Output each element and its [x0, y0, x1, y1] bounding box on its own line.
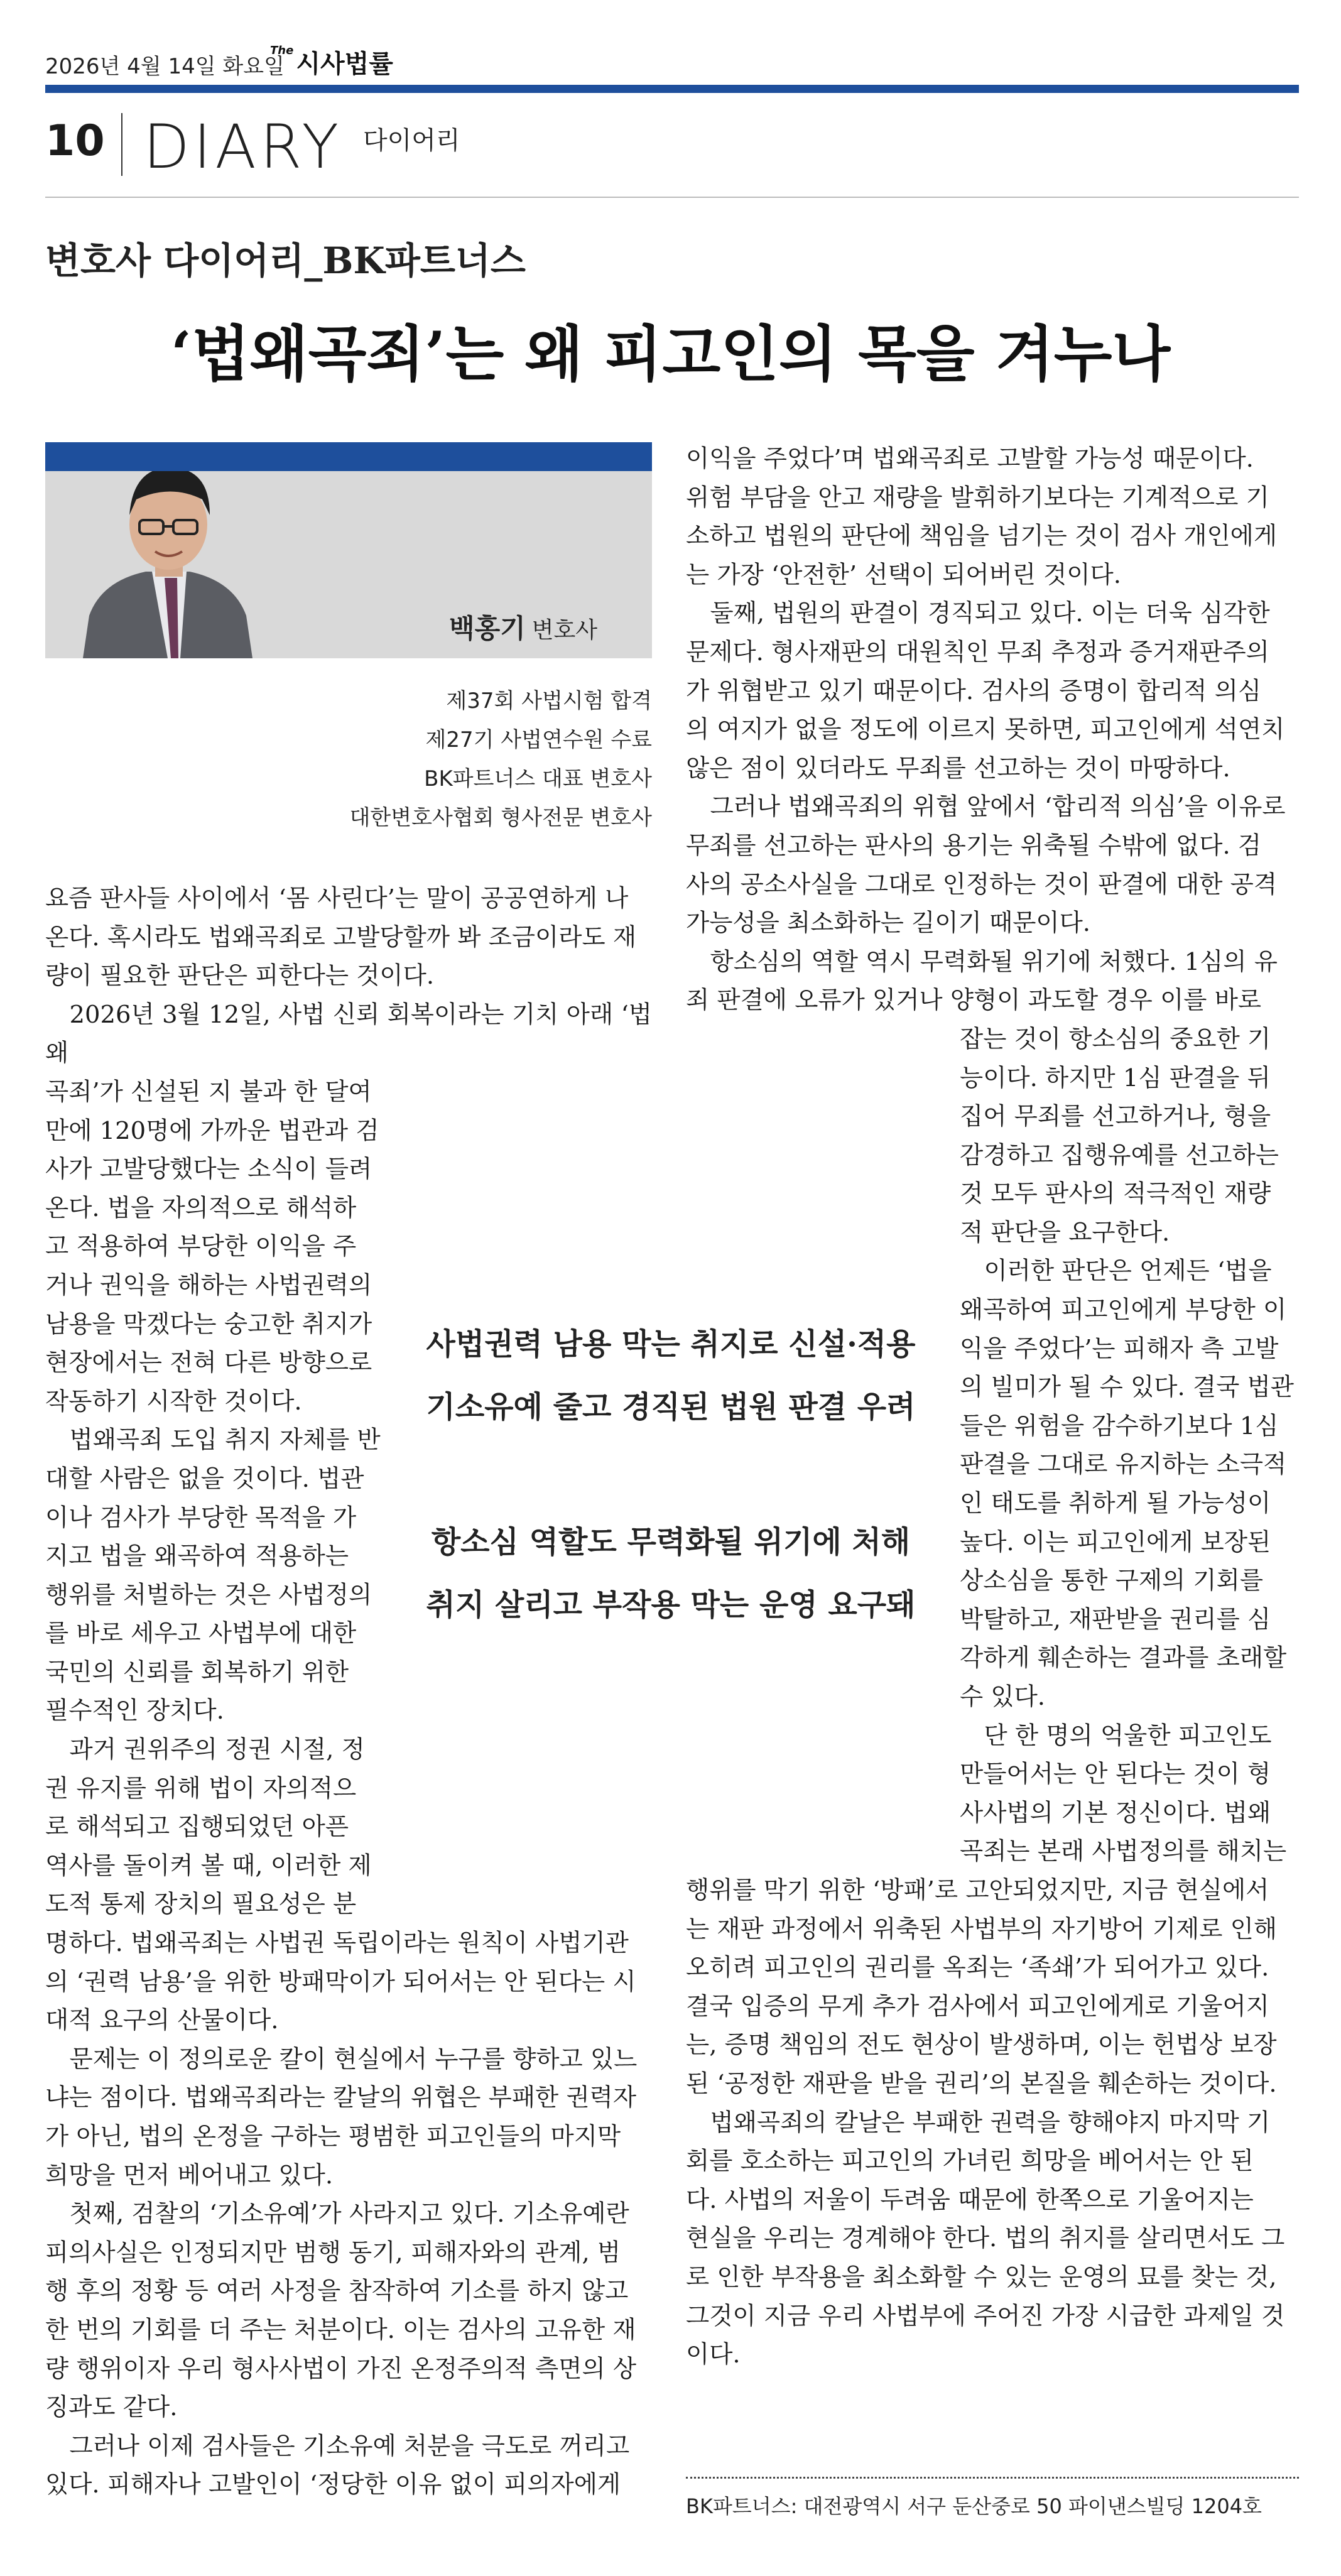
- section-divider: [121, 113, 122, 176]
- body-line: 2026년 3월 12일, 사법 신뢰 회복이라는 기치 아래 ‘법왜: [45, 1000, 652, 1068]
- body-line: 요즘 판사들 사이에서 ‘몸 사린다’는 말이 공공연하게 나: [45, 884, 629, 913]
- body-line: 작동하기 시작한 것이다.: [45, 1387, 302, 1416]
- author-credentials: [45, 682, 652, 837]
- body-line: 문제는 이 정의로운 칼이 현실에서 누구를 향하고 있느: [69, 2045, 638, 2073]
- body-line: 능이다. 하지만 1심 판결을 뒤: [960, 1063, 1271, 1092]
- body-line: 익을 주었다’는 피해자 측 고발: [960, 1334, 1279, 1363]
- body-line: 이익을 주었다’며 법왜곡죄로 고발할 가능성 때문이다.: [686, 445, 1254, 473]
- body-line: 곡죄는 본래 사법정의를 해치는: [960, 1837, 1287, 1866]
- body-line: 판결을 그대로 유지하는 소극적: [960, 1450, 1287, 1479]
- body-line: 감경하고 집행유예를 선고하는: [960, 1141, 1279, 1170]
- body-line: 높다. 이는 피고인에게 보장된: [960, 1528, 1271, 1557]
- body-line: 만들어서는 안 된다는 것이 형: [960, 1760, 1271, 1789]
- body-line: 는 가장 ‘안전한’ 선택이 되어버린 것이다.: [686, 560, 1121, 589]
- body-line: 량이 필요한 판단은 피한다는 것이다.: [45, 962, 435, 991]
- body-line: 않은 점이 있더라도 무죄를 선고하는 것이 마땅하다.: [686, 754, 1230, 783]
- body-line: 대적 요구의 산물이다.: [45, 2006, 279, 2035]
- section-title-korean: 다이어리: [363, 126, 460, 155]
- body-line: 그것이 지금 우리 사법부에 주어진 가장 시급한 과제일 것: [686, 2302, 1285, 2330]
- credential-line: 제27기 사법연수원 수료: [425, 727, 652, 753]
- body-line: 의 ‘권력 남용’을 위한 방패막이가 되어서는 안 된다는 시: [45, 1967, 636, 1996]
- body-line: 징과도 같다.: [45, 2393, 178, 2422]
- body-line: 사의 공소사실을 그대로 인정하는 것이 판결에 대한 공격: [686, 870, 1278, 899]
- body-line: 명하다. 법왜곡죄는 사법권 독립이라는 원칙이 사법기관: [45, 1929, 629, 1958]
- body-line: 박탈하고, 재판받을 권리를 심: [960, 1605, 1271, 1634]
- body-line: 로 해석되고 집행되었던 아픈: [45, 1813, 349, 1842]
- body-line: 들은 위험을 감수하기보다 1심: [960, 1411, 1279, 1440]
- body-line: 적 판단을 요구한다.: [960, 1218, 1170, 1247]
- body-line: 필수적인 장치다.: [45, 1697, 224, 1725]
- logo-text: 시사법률: [296, 50, 393, 79]
- body-line: 고 적용하여 부당한 이익을 주: [45, 1232, 357, 1261]
- page-number: 10: [45, 116, 105, 166]
- body-line: 이나 검사가 부당한 목적을 가: [45, 1503, 357, 1532]
- body-line: 권 유지를 위해 법이 자의적으: [45, 1774, 357, 1803]
- body-line: 로 인한 부작용을 최소화할 수 있는 운영의 묘를 찾는 것,: [686, 2263, 1277, 2291]
- body-line: 집어 무죄를 선고하거나, 형을: [960, 1102, 1271, 1131]
- author-name: 백홍기: [449, 613, 526, 644]
- body-line: 인 태도를 취하게 될 가능성이: [960, 1489, 1271, 1518]
- section-title: DIARY: [143, 112, 343, 182]
- body-line: 상소심을 통한 구제의 기회를: [960, 1567, 1264, 1595]
- body-line: 현실을 우리는 경계해야 한다. 법의 취지를 살리면서도 그: [686, 2224, 1285, 2253]
- body-line: 무죄를 선고하는 판사의 용기는 위축될 수밖에 없다. 검: [686, 831, 1262, 860]
- body-line: 는, 증명 책임의 전도 현상이 발생하며, 이는 헌법상 보장: [686, 2031, 1277, 2060]
- body-line: 사가 고발당했다는 소식이 들려: [45, 1155, 372, 1184]
- body-line: 법왜곡죄 도입 취지 자체를 반: [69, 1426, 381, 1455]
- body-line: 결국 입증의 무게 추가 검사에서 피고인에게로 기울어지: [686, 1992, 1269, 2021]
- body-line: 행위를 처벌하는 것은 사법정의: [45, 1580, 372, 1609]
- body-line: 행 후의 정황 등 여러 사정을 참작하여 기소를 하지 않고: [45, 2277, 629, 2306]
- body-line: 역사를 돌이켜 볼 때, 이러한 제: [45, 1851, 372, 1880]
- body-line: 의 여지가 없을 정도에 이르지 못하면, 피고인에게 석연치: [686, 715, 1285, 744]
- body-line: 도적 통제 장치의 필요성은 분: [45, 1890, 357, 1919]
- body-line: 의 빌미가 될 수 있다. 결국 법관: [960, 1373, 1294, 1402]
- issue-date: 2026년 4월 14일 화요일: [45, 54, 285, 79]
- body-line: 는 재판 과정에서 위축된 사법부의 자기방어 기제로 인해: [686, 1915, 1278, 1943]
- body-line: 지고 법을 왜곡하여 적용하는: [45, 1542, 349, 1571]
- credential-line: BK파트너스 대표 변호사: [424, 766, 652, 791]
- body-line: 잡는 것이 항소심의 중요한 기: [960, 1024, 1271, 1053]
- body-line: 대할 사람은 없을 것이다. 법관: [45, 1464, 364, 1493]
- pull-quote-2: 기소유예 줄고 경직된 법원 판결 우려: [426, 1389, 916, 1425]
- body-line: 온다. 혹시라도 법왜곡죄로 고발당할까 봐 조금이라도 재: [45, 923, 637, 952]
- article-body-right: [686, 440, 1299, 2374]
- article-body-left: [45, 879, 652, 2504]
- body-line: 거나 권익을 해하는 사법권력의: [45, 1271, 372, 1300]
- body-line: 첫째, 검찰의 ‘기소유예’가 사라지고 있다. 기소유예란: [69, 2200, 629, 2229]
- photo-accent-bar: [45, 442, 652, 471]
- pull-quote-3: 항소심 역할도 무력화될 위기에 처해: [431, 1524, 911, 1560]
- body-line: 것 모두 판사의 적극적인 재량: [960, 1180, 1271, 1209]
- body-line: 죄 판결에 오류가 있거나 양형이 과도할 경우 이를 바로: [686, 986, 1262, 1015]
- masthead-bar: [45, 85, 1299, 93]
- body-line: 위험 부담을 안고 재량을 발휘하기보다는 기계적으로 기: [686, 483, 1269, 512]
- body-line: 이러한 판단은 언제든 ‘법을: [984, 1257, 1272, 1286]
- body-line: 피의사실은 인정되지만 범행 동기, 피해자와의 관계, 범: [45, 2238, 621, 2267]
- body-line: 다. 사법의 저울이 두려움 때문에 한쪽으로 기울어지는: [686, 2185, 1254, 2214]
- body-line: 곡죄’가 신설된 지 불과 한 달여: [45, 1077, 372, 1106]
- body-line: 한 번의 기회를 더 주는 처분이다. 이는 검사의 고유한 재: [45, 2315, 636, 2344]
- body-line: 왜곡하여 피고인에게 부당한 이: [960, 1296, 1287, 1325]
- publication-logo: [270, 44, 393, 80]
- body-line: 이다.: [686, 2340, 741, 2369]
- body-line: 있다. 피해자나 고발인이 ‘정당한 이유 없이 피의자에게: [45, 2470, 621, 2499]
- body-line: 항소심의 역할 역시 무력화될 위기에 처했다. 1심의 유: [710, 947, 1278, 976]
- body-line: 냐는 점이다. 법왜곡죄라는 칼날의 위협은 부패한 권력자: [45, 2084, 637, 2112]
- body-line: 그러나 법왜곡죄의 위협 앞에서 ‘합리적 의심’을 이유로: [710, 793, 1286, 822]
- series-title: 변호사 다이어리_BK파트너스: [45, 239, 526, 282]
- body-line: 된 ‘공정한 재판을 받을 권리’의 본질을 훼손하는 것이다.: [686, 2069, 1277, 2098]
- body-line: 단 한 명의 억울한 피고인도: [984, 1721, 1272, 1750]
- body-line: 과거 권위주의 정권 시절, 정: [69, 1736, 365, 1764]
- body-line: 를 바로 세우고 사법부에 대한: [45, 1619, 357, 1648]
- body-line: 회를 호소하는 피고인의 가녀린 희망을 베어서는 안 된: [686, 2147, 1254, 2176]
- author-role: 변호사: [531, 617, 598, 643]
- body-line: 그러나 이제 검사들은 기소유예 처분을 극도로 꺼리고: [69, 2432, 630, 2460]
- body-line: 수 있다.: [960, 1683, 1046, 1711]
- body-line: 법왜곡죄의 칼날은 부패한 권력을 향해야지 마지막 기: [710, 2108, 1271, 2137]
- header-rule: [45, 197, 1299, 198]
- body-line: 오히려 피고인의 권리를 옥죄는 ‘족쇄’가 되어가고 있다.: [686, 1954, 1269, 1982]
- body-line: 만에 120명에 가까운 법관과 검: [45, 1116, 379, 1145]
- firm-address: BK파트너스: 대전광역시 서구 둔산중로 50 파이낸스빌딩 1204호: [686, 2494, 1262, 2518]
- body-line: 둘째, 법원의 판결이 경직되고 있다. 이는 더욱 심각한: [710, 599, 1270, 628]
- body-line: 가능성을 최소화하는 길이기 때문이다.: [686, 909, 1091, 938]
- body-line: 국민의 신뢰를 회복하기 위한: [45, 1658, 349, 1687]
- body-line: 각하게 훼손하는 결과를 초래할: [960, 1644, 1287, 1673]
- body-line: 현장에서는 전혀 다른 방향으로: [45, 1349, 372, 1378]
- body-line: 희망을 먼저 베어내고 있다.: [45, 2161, 334, 2190]
- credential-line: 제37회 사법시험 합격: [446, 688, 652, 714]
- body-line: 소하고 법원의 판단에 책임을 넘기는 것이 검사 개인에게: [686, 522, 1278, 551]
- body-line: 온다. 법을 자의적으로 해석하: [45, 1193, 357, 1222]
- pull-quote-4: 취지 살리고 부작용 막는 운영 요구돼: [426, 1587, 916, 1622]
- headline: ‘법왜곡죄’는 왜 피고인의 목을 겨누나: [170, 318, 1171, 389]
- body-line: 량 행위이자 우리 형사사법이 가진 온정주의적 측면의 상: [45, 2354, 637, 2383]
- body-line: 가 위협받고 있기 때문이다. 검사의 증명이 합리적 의심: [686, 677, 1262, 705]
- body-line: 문제다. 형사재판의 대원칙인 무죄 추정과 증거재판주의: [686, 638, 1269, 666]
- credential-line: 대한변호사협회 형사전문 변호사: [349, 805, 652, 830]
- body-line: 가 아닌, 법의 온정을 구하는 평범한 피고인들의 마지막: [45, 2122, 621, 2151]
- logo-prefix: The: [270, 44, 294, 57]
- body-line: 남용을 막겠다는 숭고한 취지가: [45, 1310, 372, 1339]
- author-byline: [449, 608, 597, 646]
- footer-divider: [686, 2477, 1299, 2479]
- body-line: 행위를 막기 위한 ‘방패’로 고안되었지만, 지금 현실에서: [686, 1876, 1269, 1905]
- body-line: 사사법의 기본 정신이다. 법왜: [960, 1798, 1271, 1827]
- pull-quote-1: 사법권력 남용 막는 취지로 신설·적용: [426, 1327, 916, 1362]
